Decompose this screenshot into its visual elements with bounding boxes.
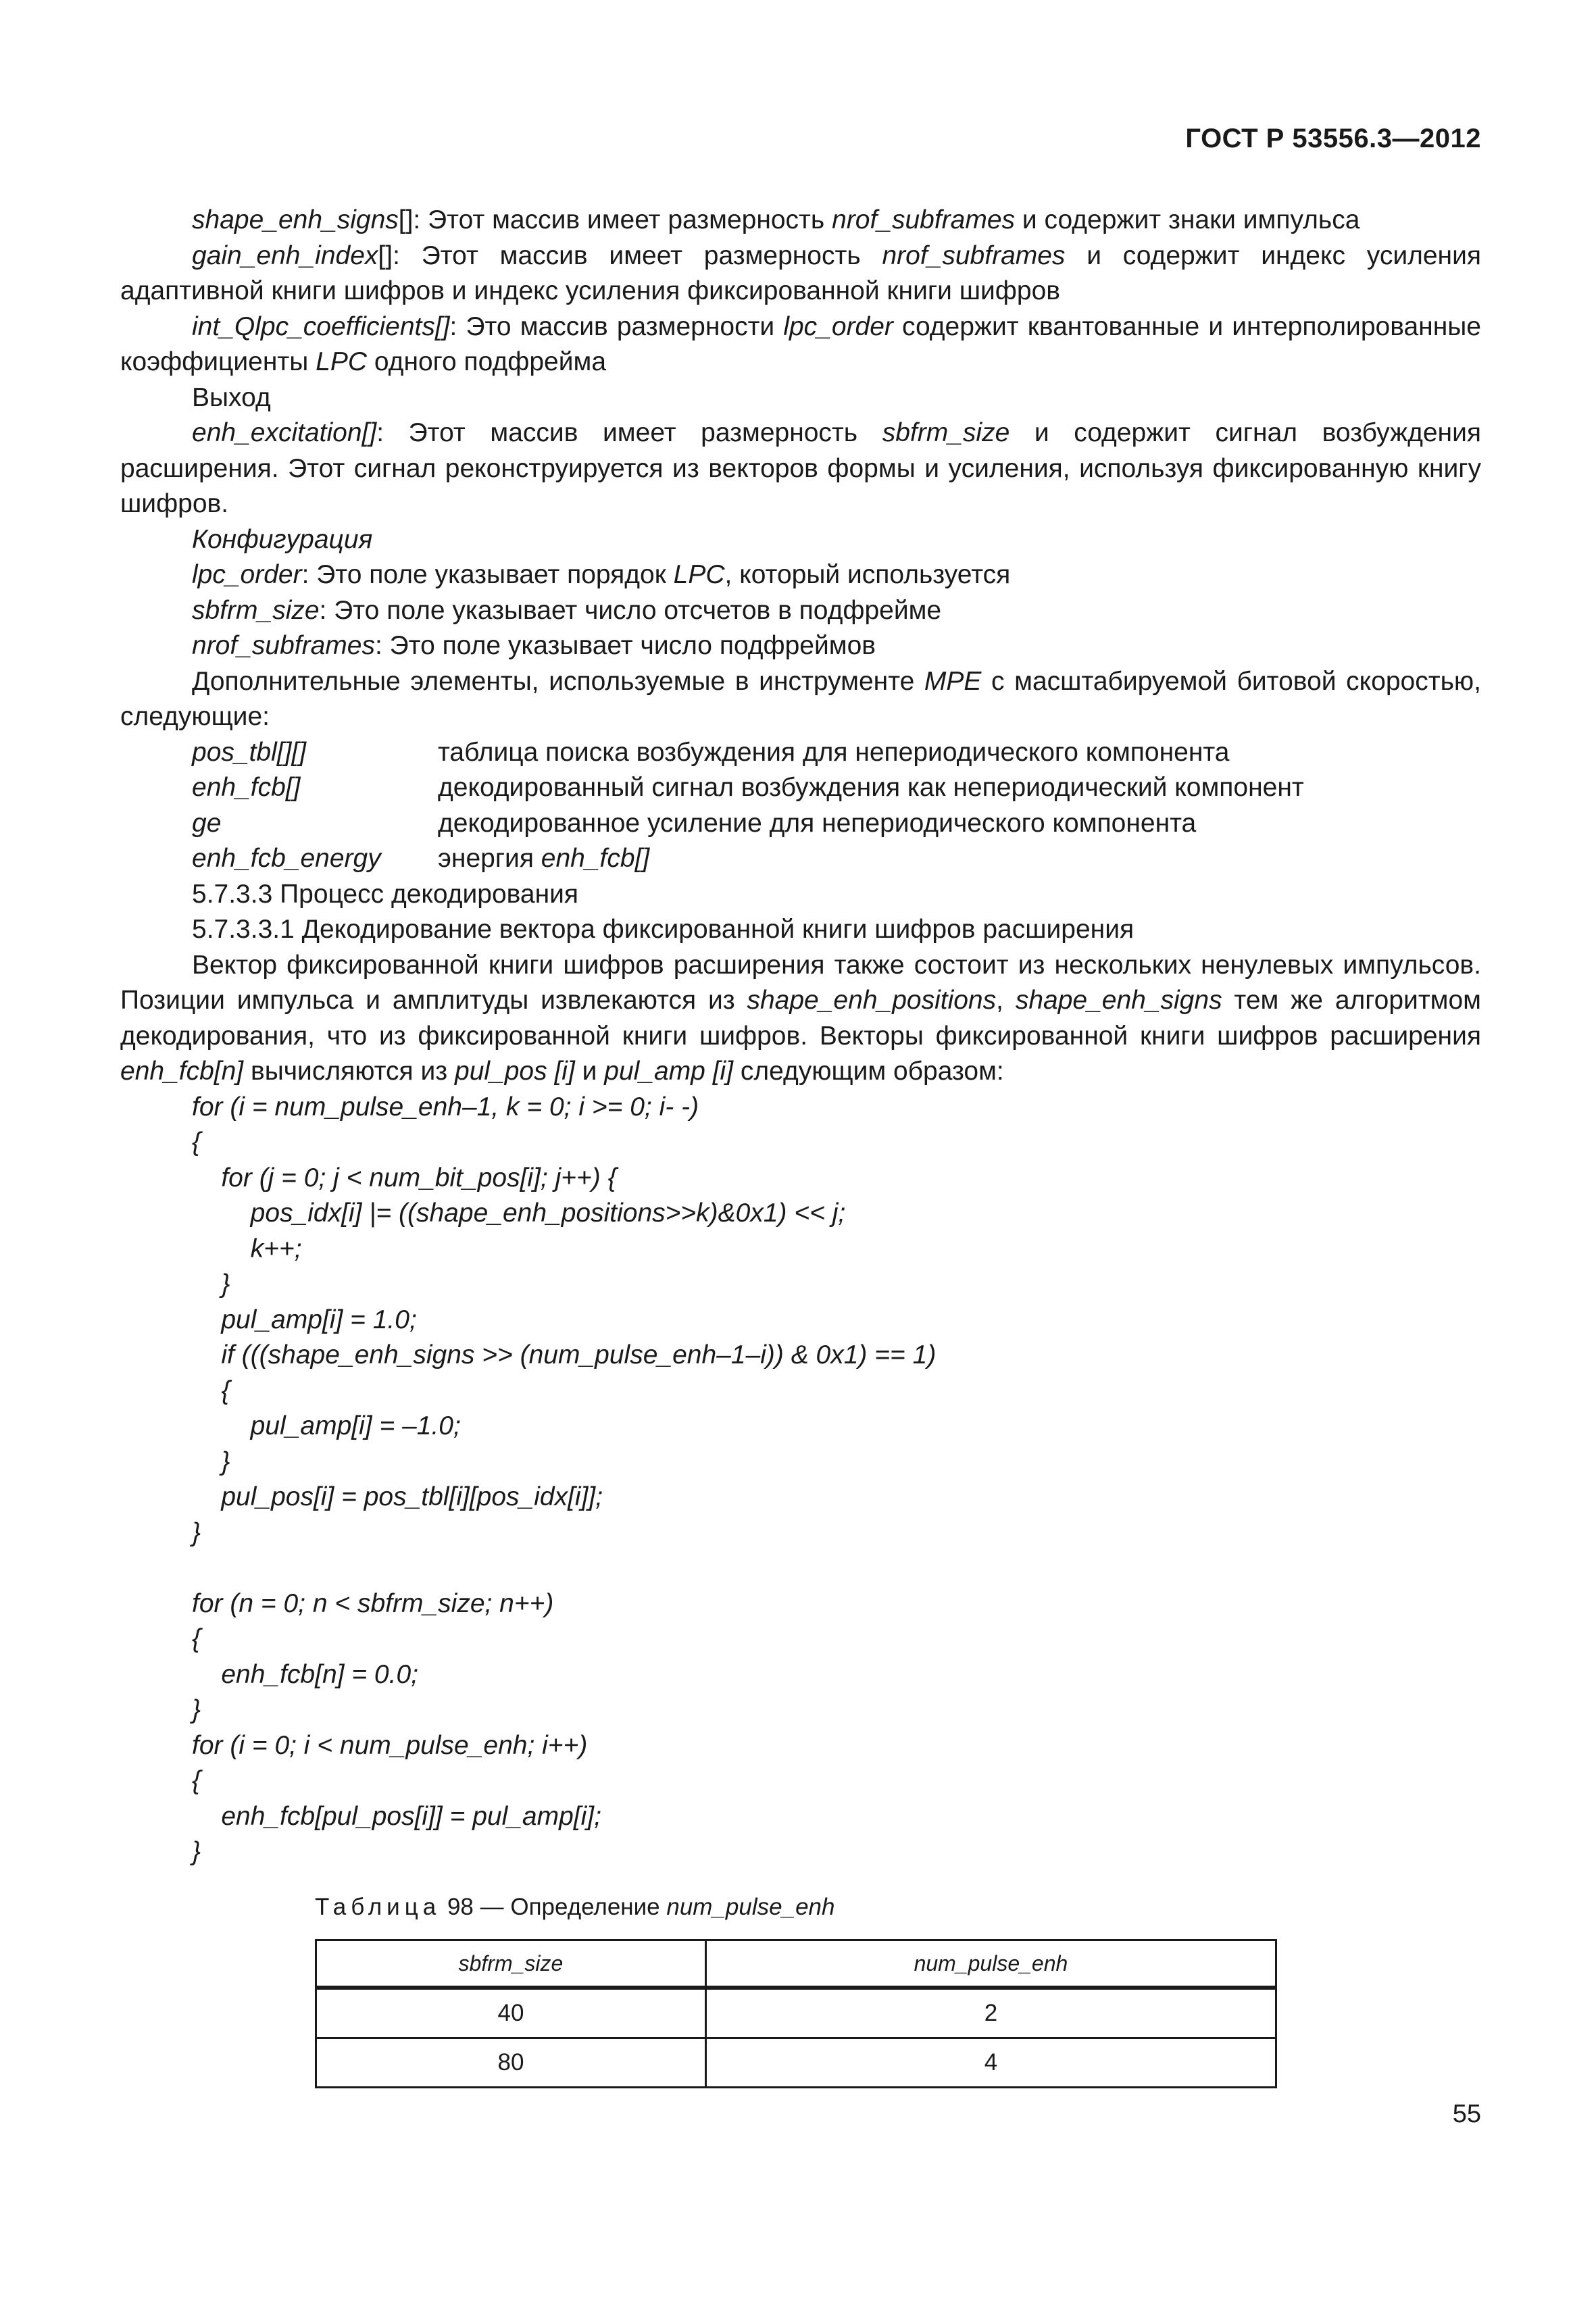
- table-cell: 40: [316, 1988, 706, 2038]
- table-row: [316, 2038, 1276, 2088]
- table-cell: 2: [705, 1988, 1276, 2038]
- code-line: }: [192, 1517, 201, 1547]
- output-label: Выход: [192, 382, 271, 412]
- code-line: enh_fcb[n] = 0.0;: [192, 1659, 418, 1689]
- definitions-list: [192, 735, 1481, 877]
- code-line: if (((shape_enh_signs >> (num_pulse_enh–1–i)) & 0x1) == 1): [192, 1340, 937, 1369]
- code-line: enh_fcb[pul_pos[i]] = pul_amp[i];: [192, 1801, 601, 1831]
- paragraph-fcb-vector: Вектор фиксированной книги шифров расширения также состоит из нескольких ненулевых импульсов. Позиции импульса и амплитуды извлекаются из shape_enh_positions, shape_enh_signs тем же алгоритмом декодирования, что из фиксированной книги шифров. Векторы фиксированной книги шифров расширения enh_fcb[n] вычисляются из pul_pos [i] и pul_amp [i] следующим образом:: [120, 950, 1481, 1086]
- table-row: [316, 1988, 1276, 2038]
- paragraph-gain-enh-index: gain_enh_index[]: Этот массив имеет размерность nrof_subframes и содержит индекс усиления адаптивной книги шифров и индекс усиления фиксированной книги шифров: [120, 241, 1481, 305]
- table-cell: 80: [316, 2038, 706, 2088]
- code-block-pulse-decode: [192, 1090, 1481, 1586]
- standard-header: ГОСТ Р 53556.3—2012: [1185, 124, 1481, 153]
- definition-item: enh_fcb_energy энергия enh_fcb[]: [192, 844, 650, 873]
- code-line: for (i = num_pulse_enh–1, k = 0; i >= 0; i- -): [192, 1092, 699, 1122]
- definition-item: ge декодированное усиление для непериодического компонента: [192, 808, 1197, 838]
- code-line: pos_idx[i] |= ((shape_enh_positions>>k)&0x1) << j;: [192, 1199, 846, 1228]
- table-header-row: [316, 1940, 1276, 1988]
- table-header-cell: sbfrm_size: [316, 1940, 706, 1988]
- paragraph-enh-excitation: enh_excitation[]: Этот массив имеет размерность sbfrm_size и содержит сигнал возбуждения расширения. Этот сигнал реконструируется из векторов формы и усиления, используя фиксированную книгу шифров.: [120, 418, 1481, 518]
- code-line: for (i = 0; i < num_pulse_enh; i++): [192, 1730, 588, 1760]
- definition-item: pos_tbl[][] таблица поиска возбуждения для непериодического компонента: [192, 737, 1230, 767]
- code-line: pul_amp[i] = –1.0;: [192, 1411, 461, 1440]
- page-number: 55: [1452, 2100, 1481, 2128]
- code-line: }: [192, 1447, 230, 1476]
- table-caption: Таблица 98 — Определение num_pulse_enh: [315, 1894, 835, 1920]
- code-line: {: [192, 1128, 201, 1157]
- code-line: k++;: [192, 1234, 302, 1263]
- paragraph-int-qlpc: int_Qlpc_coefficients[]: Это массив размерности lpc_order содержит квантованные и интерполированные коэффициенты LPC одного подфрейма: [120, 311, 1481, 376]
- code-block-enh-fcb: [192, 1586, 1481, 1870]
- code-line: for (j = 0; j < num_bit_pos[i]; j++) {: [192, 1163, 617, 1192]
- paragraph-sbfrm-size: sbfrm_size: Это поле указывает число отсчетов в подфрейме: [192, 595, 942, 625]
- paragraph-lpc-order: lpc_order: Это поле указывает порядок LPC, который используется: [192, 560, 1011, 589]
- definition-item: enh_fcb[] декодированный сигнал возбуждения как непериодический компонент: [192, 773, 1304, 802]
- code-line: {: [192, 1766, 201, 1795]
- section-heading-5733: 5.7.3.3 Процесс декодирования: [192, 879, 579, 909]
- table-header-cell: num_pulse_enh: [705, 1940, 1276, 1988]
- table-cell: 4: [705, 2038, 1276, 2088]
- code-line: pul_pos[i] = pos_tbl[i][pos_idx[i]];: [192, 1482, 603, 1511]
- code-line: {: [192, 1624, 201, 1653]
- config-label: Конфигурация: [192, 524, 373, 554]
- code-line: pul_amp[i] = 1.0;: [192, 1305, 417, 1334]
- paragraph-additional-elements: Дополнительные элементы, используемые в инструменте MPE с масштабируемой битовой скоростью, следующие:: [120, 666, 1481, 731]
- num-pulse-enh-table: [315, 1939, 1277, 2088]
- paragraph-nrof-subframes: nrof_subframes: Это поле указывает число подфреймов: [192, 631, 876, 660]
- code-line: }: [192, 1837, 201, 1866]
- main-text: [120, 203, 1481, 1870]
- code-line: }: [192, 1695, 201, 1724]
- code-line: for (n = 0; n < sbfrm_size; n++): [192, 1588, 554, 1618]
- section-heading-57331: 5.7.3.3.1 Декодирование вектора фиксированной книги шифров расширения: [192, 915, 1134, 944]
- code-line: }: [192, 1269, 230, 1299]
- code-line: {: [192, 1376, 230, 1405]
- paragraph-shape-enh-signs: shape_enh_signs[]: Этот массив имеет размерность nrof_subframes и содержит знаки импульса: [192, 205, 1360, 234]
